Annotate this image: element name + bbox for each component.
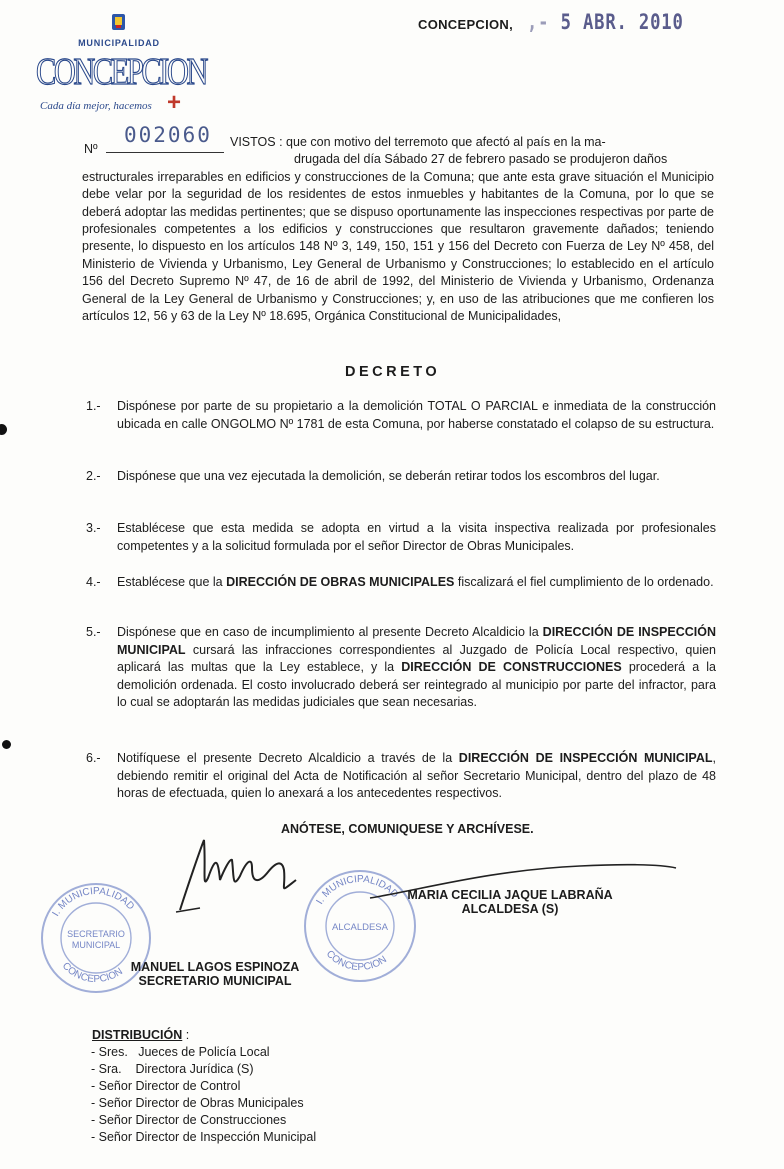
decree-number: 002060 (124, 123, 212, 147)
date-stamp: ,- 5 ABR. 2010 (527, 10, 684, 34)
secretario-name: MANUEL LAGOS ESPINOZA (130, 960, 300, 974)
distribucion-heading: DISTRIBUCIÓN : (92, 1028, 190, 1042)
decreto-title: DECRETO (345, 364, 441, 380)
secretario-title: SECRETARIO MUNICIPAL (138, 974, 292, 988)
coat-of-arms-icon (112, 14, 125, 30)
svg-text:MUNICIPAL: MUNICIPAL (71, 940, 121, 950)
list-item: - Señor Director de Construcciones (91, 1113, 287, 1127)
svg-text:ALCALDESA: ALCALDESA (332, 922, 388, 933)
number-label: Nº (84, 142, 98, 156)
alcaldesa-title: ALCALDESA (S) (461, 902, 559, 916)
alcaldesa-signature-block (380, 888, 640, 916)
vistos-paragraph: Nº VISTOS : que con motivo del terremoto que afectó al país en la ma- drugada del día Sábado 27 de febrero pasado se produjeron daños estructurales irreparables en edificios y construcciones de la Comuna; que ante esta grave situación el Municipio debe velar por la seguridad de los residentes de estos inmuebles y habitantes de la Comuna, por lo que se deberá adoptar las medidas pertinentes; que se dispuso oportunamente las inspecciones respectivas por parte de profesionales competentes a los edificios y construcciones que resultaron gravemente dañados; teniendo presente, lo dispuesto en los artículos 148 Nº 3, 149, 150, 151 y 156 del Decreto con Fuerza de Ley Nº 458, del Ministerio de Vivienda y Urbanismo, Ley General de Urbanismo y Construcciones; lo establecido en el artículo 156 del Decreto Supremo Nº 47, de 16 de abril de 1992, del Ministerio de Vivienda y Urbanismo, Ordenanza General de la Ley General de Urbanismo y Construcciones; y, en uso de las atribuciones que me confieren los artículos 12, 56 y 63 de la Ley Nº 18.695, Orgánica Constitucional de Municipalidades, (82, 135, 714, 324)
decree-item-4: 4.- Establécese que la DIRECCIÓN DE OBRAS MUNICIPALES fiscalizará el fiel cumplimiento de lo ordenado. (86, 575, 714, 589)
svg-text:SECRETARIO: SECRETARIO (67, 929, 125, 939)
list-item: - Sra. Directora Jurídica (S) (91, 1062, 254, 1076)
decree-item-5: 5.- Dispónese que en caso de incumplimiento al presente Decreto Alcaldicio la DIRECCIÓN DE INSPECCIÓN MUNICIPAL cursará las infracciones correspondientes al Juzgado de Policía Local respectivo, quien aplicará las multas que la Ley establece, y la DIRECCIÓN DE CONSTRUCCIONES procederá a la demolición ordenada. El costo involucrado deberá ser reintegrado al municipio por parte del infractor, para lo cual se adoptarán las medidas judiciales que sean necesarias. (86, 625, 717, 710)
list-item: - Sres. Jueces de Policía Local (91, 1045, 270, 1059)
svg-text:CONCEPCION: CONCEPCION (36, 51, 209, 93)
secretario-signature-block (100, 960, 330, 988)
punch-hole-top (0, 424, 7, 435)
punch-hole-bottom (2, 740, 11, 749)
alcaldesa-name: MARIA CECILIA JAQUE LABRAÑA (407, 888, 613, 902)
svg-text:+: + (167, 89, 182, 116)
closing-formula: ANÓTESE, COMUNIQUESE Y ARCHÍVESE. (281, 822, 534, 836)
decree-item-2: 2.- Dispónese que una vez ejecutada la demolición, se deberán retirar todos los escombros del lugar. (86, 469, 660, 483)
svg-text:I. MUNICIPALIDAD: I. MUNICIPALIDAD (314, 874, 401, 907)
list-item: - Señor Director de Control (91, 1079, 241, 1093)
list-item: - Señor Director de Inspección Municipal (91, 1130, 317, 1144)
svg-text:MUNICIPALIDAD: MUNICIPALIDAD (78, 38, 160, 48)
decree-item-1: 1.- Dispónese por parte de su propietario a la demolición TOTAL O PARCIAL e inmediata de la construcción ubicada en calle ONGOLMO Nº 1781 de esta Comuna, por haberse constatado el colapso de su estructura. (86, 399, 716, 431)
decree-item-3: 3.- Establécese que esta medida se adopta en virtud a la visita inspectiva realizada por profesionales competentes y a la solicitud formulada por el señor Director de Obras Municipales. (86, 521, 716, 553)
municipal-logo (30, 12, 220, 122)
svg-text:I. MUNICIPALIDAD: I. MUNICIPALIDAD (50, 886, 137, 919)
header-city: CONCEPCION, (418, 17, 514, 32)
distribucion-list (91, 1044, 316, 1146)
svg-text:Cada día mejor, hacemos: Cada día mejor, hacemos (40, 100, 152, 112)
decree-item-6: 6.- Notifíquese el presente Decreto Alcaldicio a través de la DIRECCIÓN DE INSPECCIÓN MUNICIPAL, debiendo remitir el original del Acta de Notificación al señor Secretario Municipal, dentro del plazo de 48 horas de efectuada, quien lo anexará a los antecedentes respectivos. (86, 751, 716, 801)
svg-text:CONCEPCION: CONCEPCION (59, 960, 125, 986)
list-item: - Señor Director de Obras Municipales (91, 1096, 304, 1110)
svg-text:CONCEPCION: CONCEPCION (323, 948, 389, 974)
